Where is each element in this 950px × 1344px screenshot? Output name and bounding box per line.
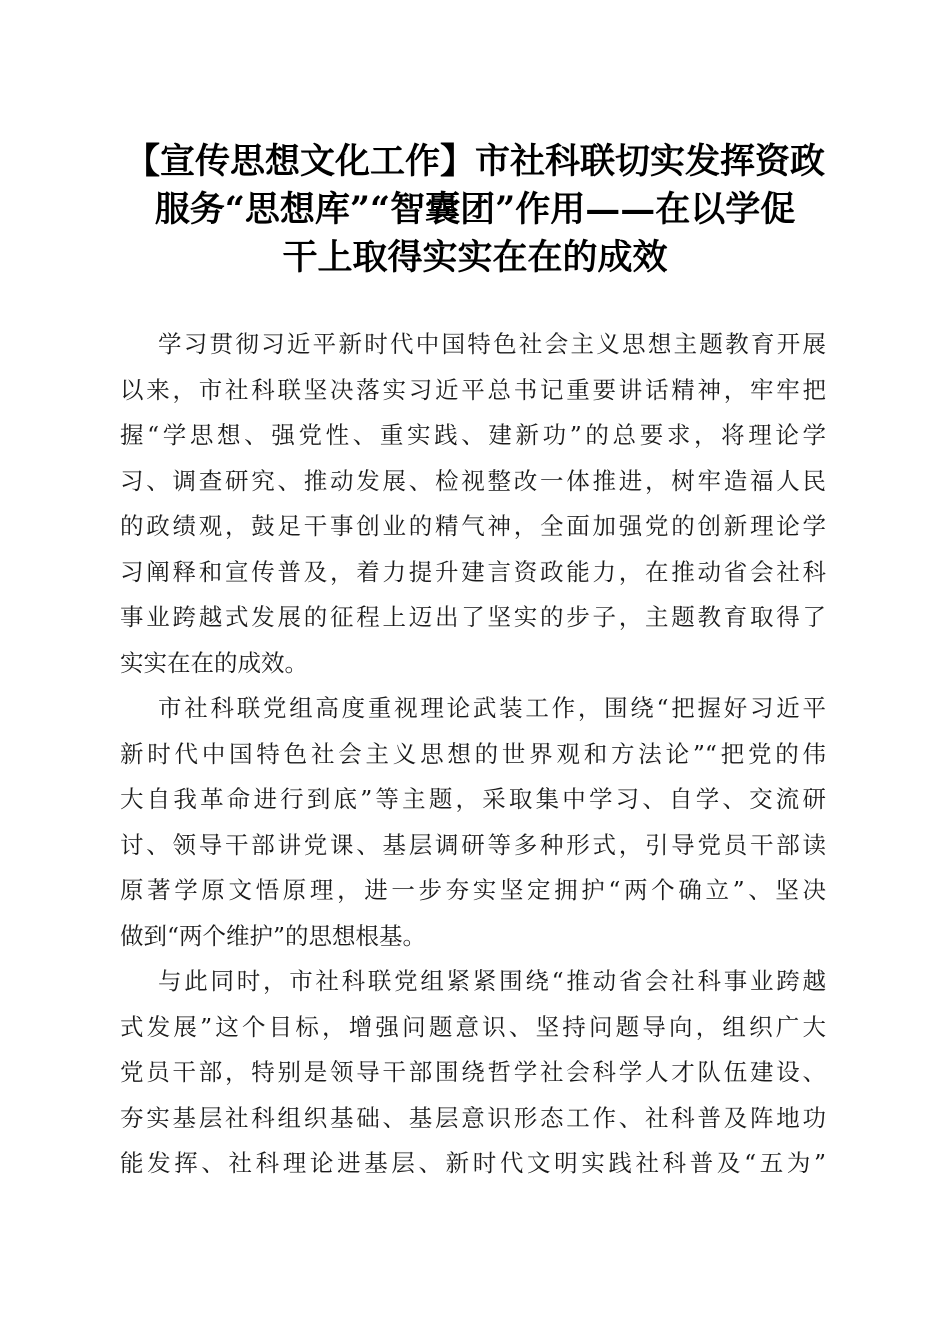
text-line: 新时代中国特色社会主义思想的世界观和方法论”“把党的伟: [120, 739, 826, 768]
document-body: [120, 322, 826, 1187]
text-line: 握“学思想、强党性、重实践、建新功”的总要求，将理论学: [120, 421, 826, 449]
text-line: 原著学原文悟原理，进一步夯实坚定拥护“两个确立”、坚决: [120, 876, 826, 904]
text-line: 能发挥、社科理论进基层、新时代文明实践社科普及“五为”: [120, 1149, 826, 1177]
text-line: 做到“两个维护”的思想根基。: [120, 921, 427, 950]
paragraph-3: [120, 959, 826, 1187]
text-line: 夯实基层社科组织基础、基层意识形态工作、社科普及阵地功: [120, 1103, 826, 1132]
title-line: 【宣传思想文化工作】市社科联切实发挥资政: [124, 141, 825, 182]
title-line: 干上取得实实在在的成效: [282, 237, 668, 278]
text-line: 事业跨越式发展的征程上迈出了坚实的步子，主题教育取得了: [120, 603, 826, 631]
paragraph-1: [120, 322, 826, 686]
text-line: 讨、领导干部讲党课、基层调研等多种形式，引导党员干部读: [120, 830, 826, 859]
text-line: 学习贯彻习近平新时代中国特色社会主义思想主题教育开展: [158, 330, 826, 358]
text-line: 实实在在的成效。: [120, 648, 308, 677]
text-line: 习、调查研究、推动发展、检视整改一体推进，树牢造福人民: [120, 466, 826, 495]
text-line: 与此同时，市社科联党组紧紧围绕“推动省会社科事业跨越: [158, 967, 826, 995]
text-line: 习阐释和宣传普及，着力提升建言资政能力，在推动省会社科: [120, 557, 826, 586]
text-line: 以来，市社科联坚决落实习近平总书记重要讲话精神，牢牢把: [120, 375, 826, 404]
title-line: 服务“思想库”“智囊团”作用——在以学促: [154, 189, 796, 230]
document-title: [110, 138, 840, 282]
text-line: 的政绩观，鼓足干事创业的精气神，全面加强党的创新理论学: [120, 512, 826, 540]
text-line: 式发展”这个目标，增强问题意识、坚持问题导向，组织广大: [120, 1012, 826, 1041]
paragraph-2: [120, 686, 826, 959]
text-line: 党员干部，特别是领导干部围绕哲学社会科学人才队伍建设、: [120, 1058, 826, 1086]
text-line: 大自我革命进行到底”等主题，采取集中学习、自学、交流研: [120, 785, 826, 813]
text-line: 市社科联党组高度重视理论武装工作，围绕“把握好习近平: [158, 694, 826, 722]
